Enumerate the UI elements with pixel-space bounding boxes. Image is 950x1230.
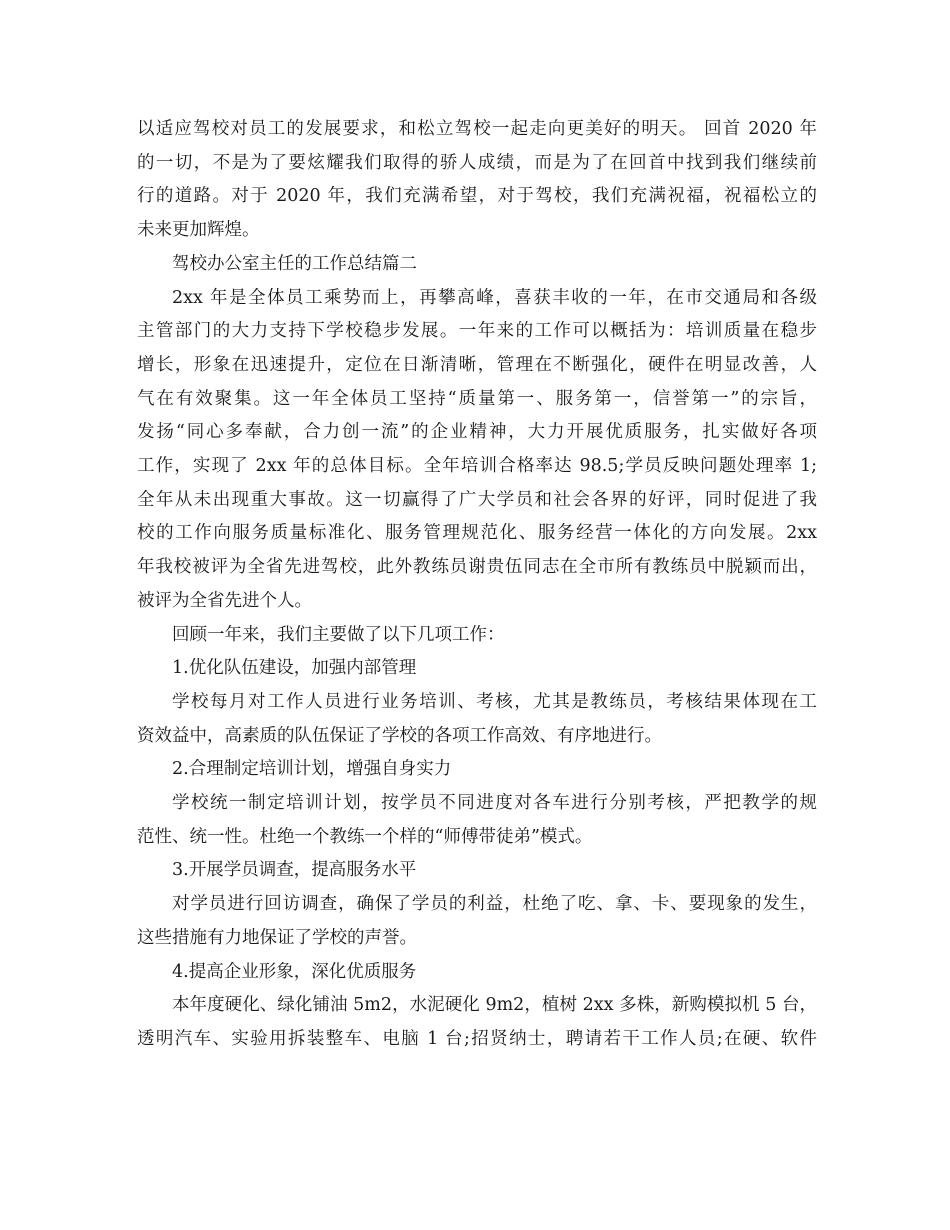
paragraph-b3 (137, 888, 817, 955)
paragraph-review (137, 619, 817, 653)
paragraph-h4 (137, 956, 817, 990)
text-line: 对学员进行回访调查，确保了学员的利益，杜绝了吃、拿、卡、要现象的发生， (172, 894, 817, 915)
paragraph-h2 (137, 753, 817, 787)
text-line: 1.优化队伍建设，加强内部管理 (172, 658, 417, 679)
paragraph-b2 (137, 787, 817, 854)
text-line: 主管部门的大力支持下学校稳步发展。一年来的工作可以概括为：培训质量在稳步 (137, 321, 817, 342)
paragraph-b1 (137, 686, 817, 753)
text-line: 2xx 年是全体员工乘势而上，再攀高峰，喜获丰收的一年，在市交通局和各级 (172, 287, 817, 308)
document-page (137, 113, 817, 1057)
text-line: 的一切，不是为了要炫耀我们取得的骄人成绩，而是为了在回首中找到我们继续前 (137, 152, 817, 173)
text-line: 以适应驾校对员工的发展要求，和松立驾校一起走向更美好的明天。 回首 2020 年 (137, 119, 817, 139)
text-line: 气在有效聚集。这一年全体员工坚持“质量第一、服务第一，信誉第一”的宗旨， (137, 388, 817, 409)
text-line: 增长，形象在迅速提升，定位在日渐清晰，管理在不断强化，硬件在明显改善，人 (137, 354, 817, 375)
paragraph-title (137, 248, 817, 282)
paragraph-b4 (137, 989, 817, 1056)
paragraph-h3 (137, 854, 817, 888)
paragraph-intro-end (137, 113, 817, 248)
text-line: 全年从未出现重大事故。这一切赢得了广大学员和社会各界的好评，同时促进了我 (137, 489, 817, 510)
text-line: 本年度硬化、绿化铺油 5m2，水泥硬化 9m2，植树 2xx 多株，新购模拟机 5 台， (172, 995, 817, 1016)
text-line: 校的工作向服务质量标准化、服务管理规范化、服务经营一体化的方向发展。2xx (137, 523, 817, 544)
text-line: 这些措施有力地保证了学校的声誉。 (137, 927, 417, 948)
text-line: 驾校办公室主任的工作总结篇二 (172, 253, 417, 274)
paragraph-h1 (137, 652, 817, 686)
text-line: 学校统一制定培训计划，按学员不同进度对各车进行分别考核，严把教学的规 (172, 793, 817, 814)
text-line: 4.提高企业形象，深化优质服务 (172, 961, 417, 982)
text-line: 行的道路。对于 2020 年，我们充满希望，对于驾校，我们充满祝福，祝福松立的 (137, 186, 817, 207)
text-line: 回顾一年来，我们主要做了以下几项工作： (172, 624, 505, 645)
text-line: 3.开展学员调查，提高服务水平 (172, 860, 417, 881)
text-line: 工作，实现了 2xx 年的总体目标。全年培训合格率达 98.5;学员反映问题处理率 1; (137, 456, 817, 477)
text-line: 2.合理制定培训计划，增强自身实力 (172, 759, 452, 780)
text-line: 未来更加辉煌。 (137, 220, 260, 241)
text-line: 透明汽车、实验用拆装整车、电脑 1 台;招贤纳士，聘请若干工作人员;在硬、软件 (137, 1028, 817, 1049)
text-line: 发扬“同心多奉献，合力创一流”的企业精神，大力开展优质服务，扎实做好各项 (137, 422, 817, 443)
text-line: 资效益中，高素质的队伍保证了学校的各项工作高效、有序地进行。 (137, 725, 662, 746)
paragraph-summary (137, 282, 817, 619)
text-line: 范性、统一性。杜绝一个教练一个样的“师傅带徒弟”模式。 (137, 826, 593, 847)
text-line: 被评为全省先进个人。 (137, 590, 312, 611)
text-line: 学校每月对工作人员进行业务培训、考核，尤其是教练员，考核结果体现在工 (172, 691, 817, 712)
text-line: 年我校被评为全省先进驾校，此外教练员谢贵伍同志在全市所有教练员中脱颖而出， (137, 557, 817, 578)
